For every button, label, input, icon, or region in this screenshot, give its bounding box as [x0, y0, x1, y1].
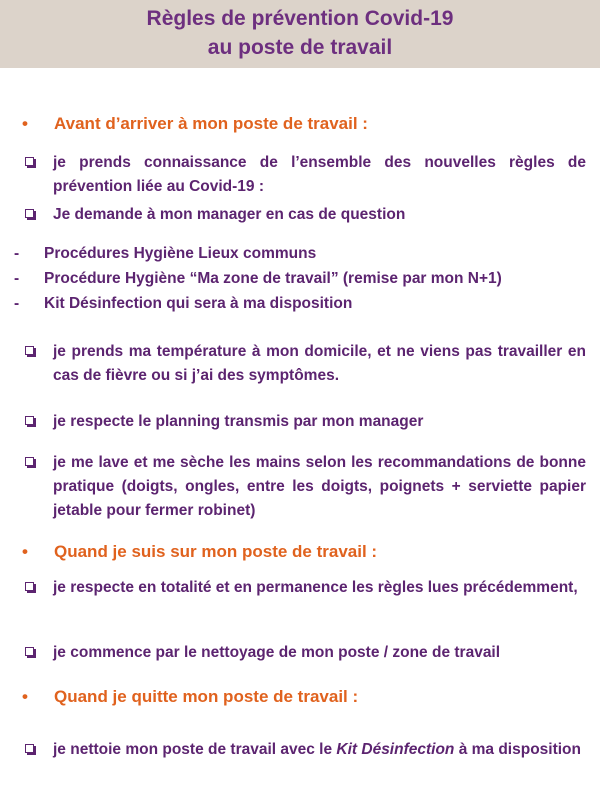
item-text: je respecte en totalité et en permanence les règles lues précédemment, [53, 579, 578, 596]
dash-list-item [0, 242, 600, 266]
section-heading-before-arrival [0, 113, 600, 137]
section-title: Quand je quitte mon poste de travail : [54, 687, 359, 706]
dash-icon: - [14, 245, 20, 262]
checkbox-square-icon [25, 209, 34, 218]
checkbox-square-icon [25, 744, 34, 753]
dash-list-item [0, 267, 600, 291]
checklist-item [0, 451, 600, 525]
kit-desinfection-emphasis: Kit Désinfection [336, 741, 455, 758]
page-title-line-2: au poste de travail [207, 36, 393, 59]
item-text: je commence par le nettoyage de mon poste / zone de travail [53, 644, 501, 661]
item-text: je prends connaissance de l’ensemble des nouvelles règles de prévention liée au Covid-19 : [53, 154, 586, 195]
dash-item-text: Procédure Hygiène “Ma zone de travail” (remise par mon N+1) [44, 270, 502, 287]
item-text [53, 734, 586, 766]
checkbox-square-icon [25, 457, 34, 466]
section-title: Avant d’arriver à mon poste de travail : [54, 114, 368, 133]
dash-icon: - [14, 270, 20, 287]
checklist-item [0, 576, 600, 626]
item-text-after: à ma disposition [454, 741, 581, 758]
checkbox-square-icon [25, 647, 34, 656]
checklist-item [0, 151, 600, 201]
section-title: Quand je suis sur mon poste de travail : [54, 542, 378, 561]
item-text: je me lave et me sèche les mains selon les recommandations de bonne pratique (doigts, ongles, entre les doigts, poignets + serviette papier jetable pour fermer robinet) [53, 454, 586, 519]
item-text: je respecte le planning transmis par mon manager [53, 413, 424, 430]
dash-item-text: Procédures Hygiène Lieux communs [44, 245, 317, 262]
checkbox-square-icon [25, 346, 34, 355]
page-title-line-1: Règles de prévention Covid-19 [146, 7, 454, 30]
checklist-item [0, 340, 600, 390]
checkbox-square-icon [25, 416, 34, 425]
bullet-icon: • [22, 687, 28, 706]
checklist-item [0, 203, 600, 227]
header-banner [0, 0, 600, 68]
item-text: Je demande à mon manager en cas de question [53, 206, 406, 223]
checklist-item [0, 641, 600, 665]
dash-item-text: Kit Désinfection qui sera à ma disposition [44, 295, 353, 312]
bullet-icon: • [22, 114, 28, 133]
checklist-item [0, 734, 600, 794]
item-text-before: je nettoie mon poste de travail avec le [53, 741, 337, 758]
bullet-icon: • [22, 542, 28, 561]
section-heading-leaving-workstation [0, 686, 600, 710]
item-text: je prends ma température à mon domicile, et ne viens pas travailler en cas de fièvre ou si j’ai des symptômes. [53, 343, 586, 384]
section-heading-at-workstation [0, 541, 600, 565]
checkbox-square-icon [25, 157, 34, 166]
dash-list-item [0, 292, 600, 316]
dash-icon: - [14, 295, 20, 312]
checkbox-square-icon [25, 582, 34, 591]
checklist-item [0, 410, 600, 434]
